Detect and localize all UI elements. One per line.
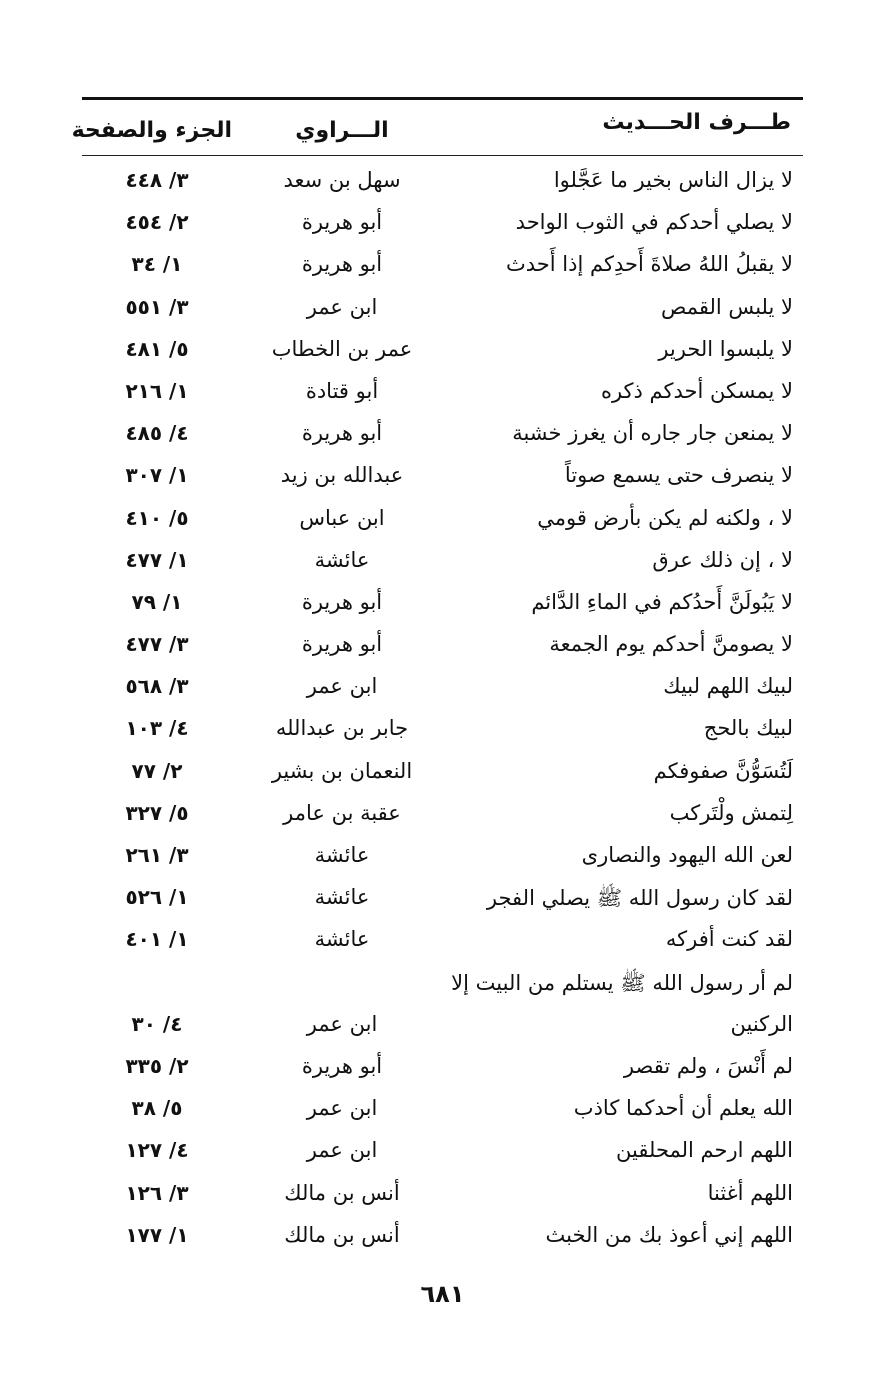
table-row (82, 331, 803, 373)
table-row (82, 837, 803, 879)
header-hadith: طـــرف الحـــديث (602, 110, 791, 135)
volume-page-ref: ١/ ٤٧٧ (125, 547, 189, 572)
table-row (82, 753, 803, 795)
hadith-text: لقد كان رسول الله ﷺ يصلي الفجر (486, 886, 793, 911)
narrator-name: أبو هريرة (301, 252, 383, 277)
index-table (82, 162, 803, 1259)
volume-page-ref: ٢/ ٧٧ (131, 758, 183, 783)
volume-page-ref: ٢/ ٤٥٤ (125, 210, 189, 235)
hadith-text: الركنين (730, 1011, 793, 1036)
table-row (82, 1132, 803, 1174)
narrator-name: ابن عمر (306, 1096, 378, 1121)
narrator-name: عائشة (314, 843, 370, 867)
narrator-name: عبدالله بن زيد (280, 463, 404, 488)
hadith-text: لم أر رسول الله ﷺ يستلم من البيت إلا (451, 970, 793, 995)
top-rule (82, 97, 803, 100)
hadith-text: لا يصومنَّ أحدكم يوم الجمعة (549, 632, 793, 657)
volume-page-ref: ٣/ ٢٦١ (125, 843, 189, 867)
volume-page-ref: ٥/ ٣٨ (131, 1096, 183, 1121)
table-row (82, 542, 803, 584)
narrator-name: أنس بن مالك (284, 1180, 400, 1205)
volume-page-ref: ١/ ٥٢٦ (125, 885, 189, 910)
narrator-name: عائشة (314, 547, 370, 572)
narrator-name: عمر بن الخطاب (271, 336, 413, 361)
table-row (82, 964, 803, 1006)
header-reference: الجزء والصفحة (71, 118, 232, 143)
volume-page-ref: ١/ ٣٠٧ (125, 463, 189, 488)
narrator-name: أبو قتادة (305, 378, 379, 403)
hadith-text: لا يلبسوا الحرير (658, 336, 793, 361)
narrator-name: ابن عمر (306, 1011, 378, 1036)
table-row (82, 289, 803, 331)
hadith-text: لبيك بالحج (703, 716, 793, 741)
hadith-text: لا يقبلُ اللهُ صلاةَ أَحدِكم إذا أَحدث (506, 252, 793, 277)
narrator-name: عائشة (314, 927, 370, 952)
volume-page-ref: ١/ ١٧٧ (125, 1222, 189, 1247)
volume-page-ref: ٥/ ٣٢٧ (125, 800, 189, 825)
hadith-text: لا يزال الناس بخير ما عَجَّلوا (553, 168, 793, 192)
hadith-text: لا يمسكن أحدكم ذكره (600, 378, 793, 403)
volume-page-ref: ٣/ ١٢٦ (125, 1180, 189, 1205)
hadith-text: لَتُسَوُّنَّ صفوفكم (653, 758, 793, 783)
table-row (82, 1006, 803, 1048)
table-row (82, 1048, 803, 1090)
table-row (82, 373, 803, 415)
volume-page-ref: ٣/ ٥٥١ (125, 294, 189, 319)
hadith-text: لا ، إن ذلك عرق (652, 547, 793, 572)
hadith-text: لا يمنعن جار جاره أن يغرز خشبة (512, 421, 793, 446)
volume-page-ref: ١/ ٣٤ (131, 252, 183, 277)
hadith-text: لم أَنْسَ ، ولم تقصر (623, 1053, 793, 1078)
narrator-name: أبو هريرة (301, 632, 383, 657)
narrator-name: عقبة بن عامر (283, 800, 401, 825)
narrator-name: ابن عمر (306, 674, 378, 699)
hadith-text: لقد كنت أفركه (665, 927, 793, 952)
narrator-name: أنس بن مالك (284, 1222, 400, 1247)
volume-page-ref: ٣/ ٤٧٧ (125, 632, 189, 657)
narrator-name: أبو هريرة (301, 210, 383, 235)
hadith-text: لِتمش ولْتَركب (669, 800, 793, 825)
narrator-name: أبو هريرة (301, 421, 383, 446)
volume-page-ref: ١/ ٢١٦ (125, 378, 189, 403)
table-row (82, 921, 803, 963)
table-row (82, 204, 803, 246)
volume-page-ref: ٣/ ٤٤٨ (125, 168, 189, 192)
volume-page-ref: ٤/ ١٢٧ (125, 1138, 189, 1163)
narrator-name: ابن عمر (306, 1138, 378, 1163)
table-row (82, 710, 803, 752)
table-row (82, 626, 803, 668)
table-row (82, 457, 803, 499)
hadith-text: اللهم ارحم المحلقين (616, 1138, 793, 1163)
hadith-text: لا يَبُولَنَّ أَحدُكم في الماءِ الدَّائم (531, 589, 793, 614)
narrator-name: أبو هريرة (301, 589, 383, 614)
volume-page-ref: ٥/ ٤٨١ (125, 336, 189, 361)
hadith-text: لا يلبس القمص (661, 294, 793, 319)
narrator-name: النعمان بن بشير (271, 758, 413, 783)
table-row (82, 1175, 803, 1217)
header-rule (82, 155, 803, 156)
volume-page-ref: ٤/ ١٠٣ (125, 716, 189, 741)
hadith-text: لا يصلي أحدكم في الثوب الواحد (515, 210, 793, 235)
hadith-text: لا ينصرف حتى يسمع صوتاً (564, 463, 793, 488)
hadith-text: لعن الله اليهود والنصارى (581, 843, 793, 867)
table-row (82, 246, 803, 288)
table-header (71, 104, 803, 154)
hadith-text: اللهم أغثنا (707, 1180, 793, 1205)
volume-page-ref: ١/ ٤٠١ (125, 927, 189, 952)
narrator-name: ابن عباس (299, 505, 385, 530)
volume-page-ref: ١/ ٧٩ (131, 589, 183, 614)
volume-page-ref: ٣/ ٥٦٨ (125, 674, 189, 699)
narrator-name: سهل بن سعد (283, 168, 401, 192)
table-row (82, 879, 803, 921)
narrator-name: ابن عمر (306, 294, 378, 319)
hadith-text: الله يعلم أن أحدكما كاذب (573, 1096, 793, 1121)
volume-page-ref: ٤/ ٤٨٥ (125, 421, 189, 446)
narrator-name: جابر بن عبدالله (275, 716, 409, 741)
table-row (82, 500, 803, 542)
volume-page-ref: ٥/ ٤١٠ (125, 505, 189, 530)
table-row (82, 1217, 803, 1259)
header-narrator: الـــراوي (295, 118, 389, 143)
table-row (82, 415, 803, 457)
hadith-text: لبيك اللهم لبيك (663, 674, 793, 699)
hadith-text: لا ، ولكنه لم يكن بأرض قومي (537, 505, 793, 530)
narrator-name: أبو هريرة (301, 1053, 383, 1078)
table-row (82, 668, 803, 710)
table-row (82, 795, 803, 837)
narrator-name: عائشة (314, 885, 370, 910)
volume-page-ref: ٢/ ٣٣٥ (125, 1053, 189, 1078)
volume-page-ref: ٤/ ٣٠ (131, 1011, 183, 1036)
table-row (82, 1090, 803, 1132)
page-number: ٦٨١ (420, 1280, 465, 1308)
hadith-text: اللهم إني أعوذ بك من الخبث (545, 1222, 793, 1247)
table-row (82, 584, 803, 626)
table-row (82, 162, 803, 204)
